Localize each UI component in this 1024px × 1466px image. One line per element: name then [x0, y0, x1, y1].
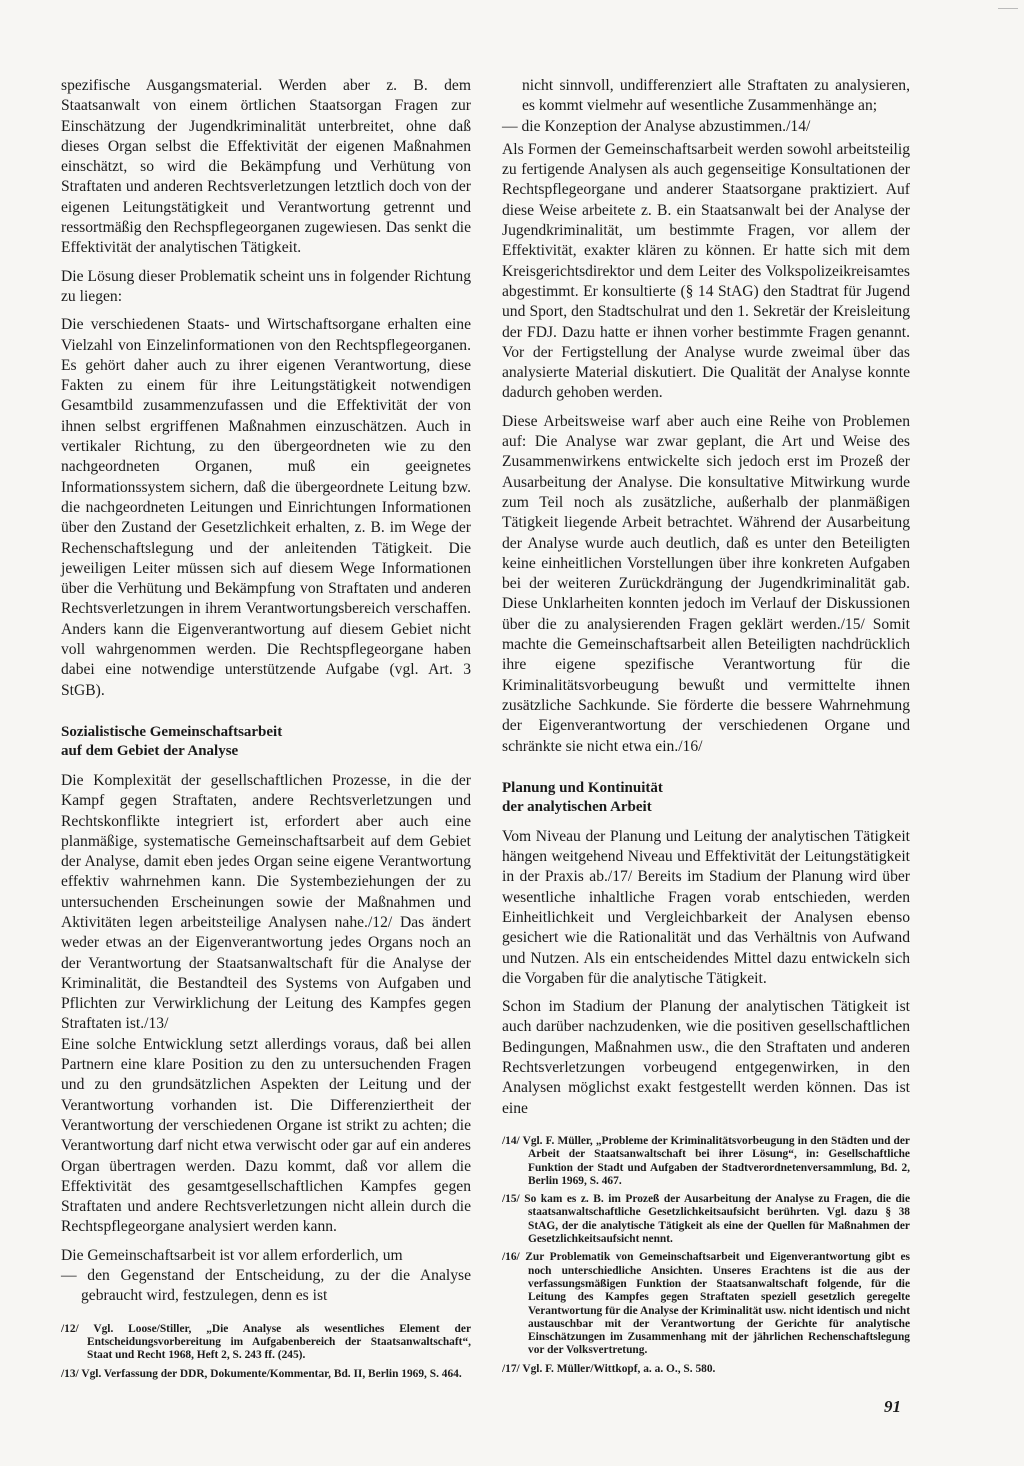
scan-edge-mark: [998, 0, 1018, 9]
left-paragraph-1: spezifische Ausgangsmaterial. Werden aber z. B. dem Staatsanwalt von einem örtlichen Staatsorgan Fragen zur Einschätzung der Jugendkriminalität unterbreitet, ohne daß dieses Organ selbst die Effektivität der eigenen Maßnahmen einschätzt, so wird die Bekämpfung und Verhütung von Straftaten und anderen Rechtsverletzungen letztlich doch von der eigenen Leitungstätigkeit und Verantwortung getrennt und ressortmäßig den Rechspflegeorganen zugewiesen. Das senkt die Effektivität der analytischen Tätigkeit.: [61, 77, 471, 257]
section-heading-planung: [502, 779, 910, 817]
section-heading-line: Sozialistische Gemeinschaftsarbeit: [61, 723, 283, 740]
left-paragraph-4: Die Komplexität der gesellschaftlichen Prozesse, in die der Kampf gegen Straftaten, andere Rechtsverletzungen und Rechtskonflikte integriert ist, erfordert aber auch eine planmäßige, systematische Gemeinschaftsarbeit auf dem Gebiet der Analyse, damit eben jedes Organ seine eigene Verantwortung effektiv wahrnehmen kann. Die Systembeziehungen der zu untersuchenden Erscheinungen sowie der Maßnahmen und Aktivitäten legen arbeitsteilige Analysen nahe./12/ Das ändert weder etwas an der Eigenverantwortung jedes Organs noch an der Verantwortung der Staatsanwaltschaft für die Analyse der Kriminalität, die Bestandteil des Systems von Aufgaben und Pflichten zur Verwirklichung der Leitung des Kampfes gegen Straftaten ist./13/: [61, 771, 471, 1033]
right-paragraph-3: Vom Niveau der Planung und Leitung der analytischen Tätigkeit hängen weitgehend Niveau und Effektivität der Leitungstätigkeit in der Praxis ab./17/ Bereits im Stadium der Planung wird über wesentliche inhaltliche Fragen vorab entschieden, werden Einheitlichkeit und Vergleichbarkeit der Analysen ebenso gesichert wie die Rationalität und das Verhältnis von Aufwand und Nutzen. Als ein entscheidendes Mittel dazu entwickeln sich die Vorgaben für die analytische Tätigkeit.: [502, 827, 910, 987]
left-column: [61, 76, 471, 1386]
left-paragraph-5: Eine solche Entwicklung setzt allerdings voraus, daß bei allen Partnern eine klare Position zu den zu untersuchenden Fragen und zu den grundsätzlichen Aspekten der Leitung und der Verantwortung vorhanden ist. Die Differenziertheit der Verantwortung der verschiedenen Organe ist strikt zu achten; die Verantwortung darf nicht etwa verwischt oder gar auf ein anderes Organ übertragen werden. Dazu kommt, daß vor allem die Effektivität des gesamtgesellschaftlichen Kampfes gegen Straftaten und andere Rechtsverletzungen nicht allein durch die Rechtspflegeorgane analysiert werden kann.: [61, 1035, 471, 1236]
right-paragraph-1: Als Formen der Gemeinschaftsarbeit werden sowohl arbeitsteilig zu fertigende Analysen als auch gegenseitige Konsultationen der Rechtspflegeorgane und anderer Staatsorgane praktiziert. Auf diese Weise arbeitete z. B. ein Staatsanwalt bei der Analyse der Jugendkriminalität, um bestimmte Fragen, vor allem der Effektivität, exakter klären zu können. Er hatte sich mit dem Kreisgerichtsdirektor und dem Leiter des Volkspolizeikreisamtes abgestimmt. Er konsultierte (§ 14 StAG) den Stadtrat für Jugend und Sport, den Stadtschulrat und den 1. Sekretär der Kreisleitung der FDJ. Dazu hatte er ihnen vorher bestimmte Fragen genannt. Vor der Fertigstellung der Analyse wurde zweimal über das analysierte Material diskutiert. Die Qualität der Analyse konnte dadurch gehoben werden.: [502, 140, 910, 402]
footnote-17: /17/ Vgl. F. Müller/Wittkopf, a. a. O., S. 580.: [502, 1362, 716, 1375]
right-paragraph-2: Diese Arbeitsweise warf aber auch eine Reihe von Problemen auf: Die Analyse war zwar geplant, die Art und Weise des Zusammenwirkens entwickelte sich jedoch erst im Prozeß der Ausarbeitung der Analyse. Die konsultative Mitwirkung wurde zum Teil noch als zusätzliche, außerhalb der planmäßigen Tätigkeit liegende Arbeit betrachtet. Während der Ausarbeitung der Analyse wurde auch deutlich, daß es unter den Beteiligten keine einheitlichen Vorstellungen über ihre konkreten Aufgaben bei der weiteren Zurückdrängung der Jugendkriminalität gab. Diese Unklarheiten konnten jedoch im Verlauf der Diskussionen über die zu analysierenden Fragen geklärt werden./15/ Somit machte die Gemeinschaftsarbeit allen Beteiligten nachdrücklich ihre eigene spezifische Verantwortung für die Kriminalitätsvorbeugung bewußt und vermittelte ihnen zusätzliche Sachkunde. Sie förderte die bessere Wahrnehmung der Eigenverantwortung der verschiedenen Organe und schränkte sie nicht etwa ein./16/: [502, 412, 910, 755]
footnote-14: /14/ Vgl. F. Müller, „Probleme der Kriminalitätsvorbeugung in den Städten und der Arbeit der Staatsanwaltschaft bei ihrer Lösung“, in: Gesellschaftliche Funktion der Stadt und Aufgaben der Stadtverordnetenversammlung, Bd. 2, Berlin 1969, S. 467.: [502, 1134, 910, 1187]
section-heading-line: auf dem Gebiet der Analyse: [61, 742, 239, 759]
dash-list-item: — den Gegenstand der Entscheidung, zu der die Analyse gebraucht wird, festzulegen, denn es ist: [61, 1267, 471, 1305]
left-paragraph-3: Die verschiedenen Staats- und Wirtschaftsorgane erhalten eine Vielzahl von Einzelinformationen von den Rechtspflegeorganen. Es gehört daher auch zu ihrer eigenen Verantwortung, diese Fakten zu einem für ihre Leitungstätigkeit notwendigen Gesamtbild zusammenzufassen und die Effektivität der von ihnen selbst ergriffenen Maßnahmen einzuschätzen. Auch in vertikaler Richtung, zu den übergeordneten wie zu den nachgeordneten Organen, muß ein geeignetes Informationssystem sichern, daß die übergeordnete Leitung bzw. die nachgeordneten Leitungen und Einrichtungen Informationen über den Zustand der Gesetzlichkeit erhalten, z. B. im Wege der Rechenschaftslegung und der anleitenden Tätigkeit. Die jeweiligen Leiter müssen sich auf diesem Wege Informationen über die Verhütung und Bekämpfung von Straftaten und anderen Rechtsverletzungen in ihrem Verantwortungsbereich verschaffen. Anders kann die Eigenverantwortung auf diesem Gebiet nicht voll wahrgenommen werden. Die Rechtspflegeorgane haben dabei eine notwendige unterstützende Aufgabe (vgl. Art. 3 StGB).: [61, 316, 471, 699]
left-paragraph-6: Die Gemeinschaftsarbeit ist vor allem erforderlich, um: [61, 1246, 403, 1264]
footnotes-left: [61, 1323, 471, 1381]
section-heading-line: der analytischen Arbeit: [502, 798, 652, 815]
footnote-16: /16/ Zur Problematik von Gemeinschaftsarbeit und Eigenverantwortung gibt es noch unterschiedliche Ansichten. Unseres Erachtens ist die aus der verfassungsmäßigen Funktion der Staatsanwaltschaft folgende, für die Leitung des Kampfes gegen Straftaten speziell gesetzlich geregelte Verantwortung für die Analyse der Kriminalität usw. nicht identisch und nicht austauschbar mit der Verantwortung der Gerichte für analytische Einschätzungen im Zusammenhang mit der jährlichen Rechenschaftslegung vor der Volksvertretung.: [502, 1251, 910, 1357]
right-continuation: nicht sinnvoll, undifferenziert alle Straftaten zu analysieren, es kommt vielmehr auf wesentliche Zusammenhänge an;: [522, 77, 910, 115]
dash-list-item: — die Konzeption der Analyse abzustimmen./14/: [502, 117, 811, 135]
right-paragraph-4: Schon im Stadium der Planung der analytischen Tätigkeit ist auch darüber nachzudenken, wie die positiven gesellschaftlichen Bedingungen, Maßnahmen usw., die den Straftaten und anderen Rechtsverletzungen vorbeugend entgegenwirken, in den Analysen möglichst exakt festgestellt werden können. Das ist eine: [502, 998, 910, 1117]
footnote-15: /15/ So kam es z. B. im Prozeß der Ausarbeitung der Analyse zu Fragen, die die staatsanwaltschaftliche Gesetzlichkeitsaufsicht berührten. Vgl. dazu § 38 StAG, der die analytische Tätigkeit als eine der Quellen für Maßnahmen der Gesetzlichkeitsaufsicht nennt.: [502, 1193, 910, 1246]
section-heading-line: Planung und Kontinuität: [502, 779, 663, 796]
footnote-12: /12/ Vgl. Loose/Stiller, „Die Analyse als wesentliches Element der Entscheidungsvorbereitung im Aufgabenbereich der Staatsanwaltschaft“, Staat und Recht 1968, Heft 2, S. 243 ff. (245).: [61, 1322, 471, 1362]
footnotes-right: [502, 1135, 910, 1376]
left-paragraph-2: Die Lösung dieser Problematik scheint uns in folgender Richtung zu liegen:: [61, 267, 471, 305]
page-number: 91: [884, 1397, 901, 1416]
right-column: [502, 76, 910, 1381]
footnote-13: /13/ Vgl. Verfassung der DDR, Dokumente/Kommentar, Bd. II, Berlin 1969, S. 464.: [61, 1367, 462, 1380]
section-heading-gemeinschaftsarbeit: [61, 723, 471, 761]
